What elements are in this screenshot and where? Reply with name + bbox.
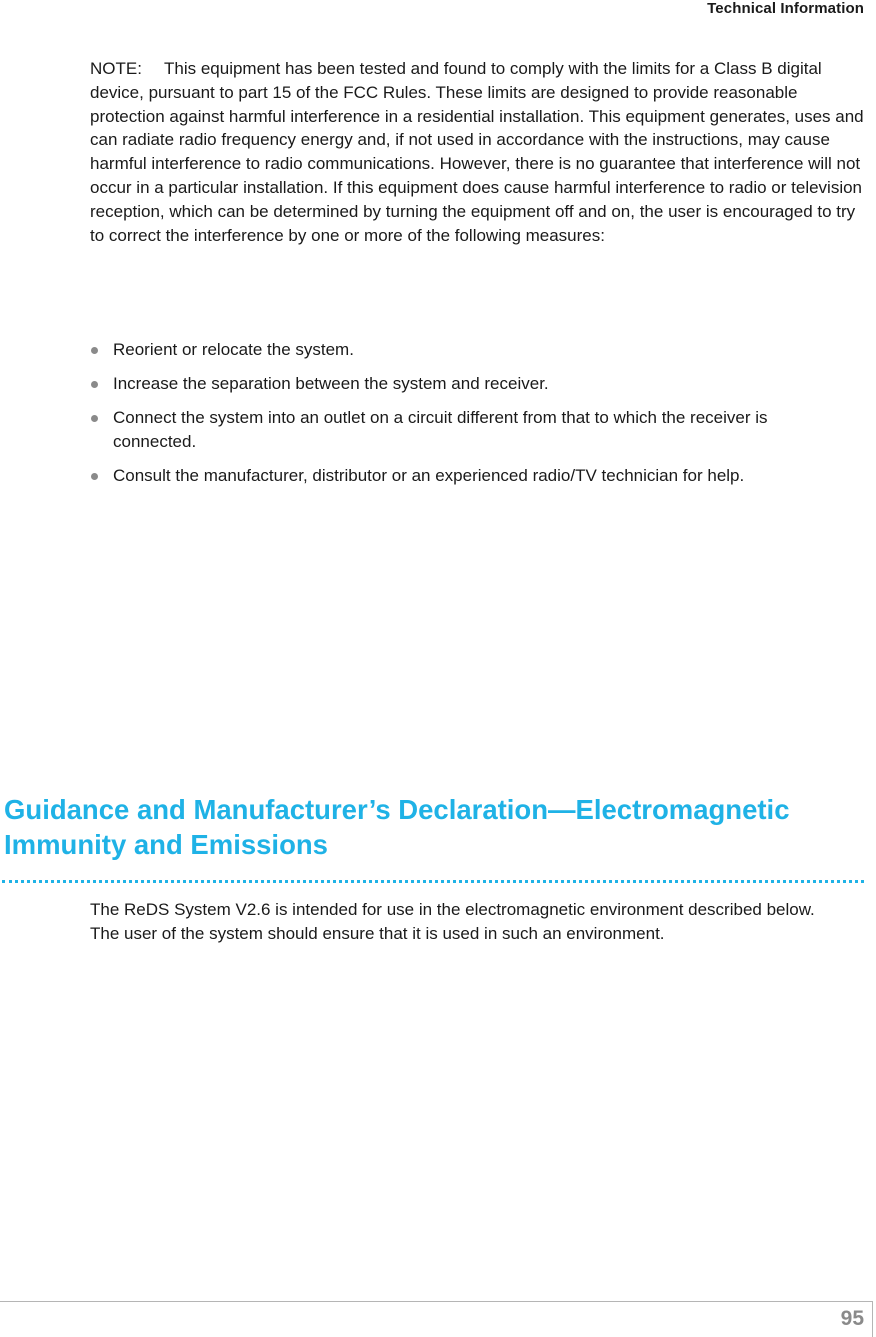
bullet-dot-icon — [91, 473, 98, 480]
running-header: Technical Information — [707, 0, 864, 17]
list-item — [90, 338, 850, 362]
list-item — [90, 406, 850, 454]
footer-divider-vertical — [872, 1301, 873, 1337]
bullet-dot-icon — [91, 381, 98, 388]
list-item-text: Increase the separation between the system and receiver. — [113, 374, 549, 393]
footer-divider — [0, 1301, 872, 1302]
list-item — [90, 464, 850, 488]
section-heading: Guidance and Manufacturer’s Declaration—Electromagnetic Immunity and Emissions — [4, 794, 790, 860]
list-item-text: Connect the system into an outlet on a circuit different from that to which the receiver is connected. — [113, 408, 768, 451]
list-item — [90, 372, 850, 396]
page-number: 95 — [840, 1307, 864, 1330]
section-intro: The ReDS System V2.6 is intended for use in the electromagnetic environment described below. The user of the system should ensure that it is used in such an environment. — [90, 900, 815, 943]
bullet-dot-icon — [91, 347, 98, 354]
heading-divider — [2, 880, 864, 883]
bullet-dot-icon — [91, 415, 98, 422]
measures-list — [90, 338, 850, 498]
list-item-text: Reorient or relocate the system. — [113, 340, 354, 359]
note-label: NOTE: — [90, 59, 142, 78]
fcc-note — [90, 57, 868, 247]
note-text: This equipment has been tested and found to comply with the limits for a Class B digital device, pursuant to part 15 of the FCC Rules. These limits are designed to provide reasonable protection against harmful interference in a residential installation. This equipment generates, uses and can radiate radio frequency energy and, if not used in accordance with the instructions, may cause harmful interference to radio communications. However, there is no guarantee that interference will not occur in a particular installation. If this equipment does cause harmful interference to radio or television reception, which can be determined by turning the equipment off and on, the user is encouraged to try to correct the interference by one or more of the following measures: — [90, 59, 864, 245]
list-item-text: Consult the manufacturer, distributor or an experienced radio/TV technician for help. — [113, 466, 745, 485]
